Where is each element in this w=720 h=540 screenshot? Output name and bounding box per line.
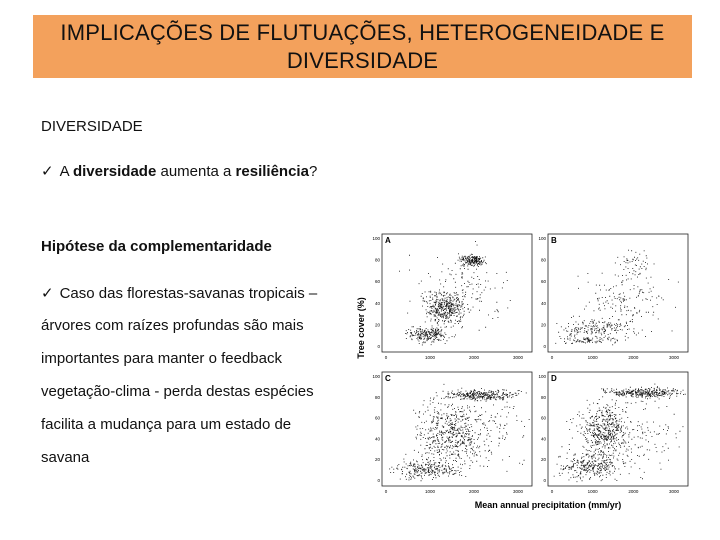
bullet-bold-diversidade: diversidade	[72, 163, 157, 180]
bullet-resiliencia	[41, 162, 317, 180]
bullet-line-4: vegetação-clima - perda destas espécies	[41, 383, 314, 400]
x-tick-label: 3000	[512, 489, 524, 494]
figure-ylabel: Tree cover (%)	[356, 297, 366, 359]
y-tick-label: 100	[538, 236, 546, 241]
y-tick-label: 80	[540, 257, 546, 263]
title-banner	[33, 15, 692, 78]
bullet-mid: aumenta a	[160, 163, 232, 180]
y-tick-label: 20	[374, 457, 380, 463]
y-tick-label: 100	[372, 236, 380, 241]
scatter-panel-d	[538, 372, 688, 494]
x-tick-label: 0	[550, 489, 554, 494]
y-tick-label: 20	[540, 457, 546, 463]
y-tick-label: 40	[374, 436, 380, 442]
scatter-panel-c	[372, 372, 532, 494]
x-tick-label: 2000	[628, 355, 639, 360]
y-tick-label: 80	[540, 394, 546, 400]
check-mark-icon: ✓	[41, 163, 54, 180]
y-tick-label: 20	[374, 322, 380, 328]
x-tick-label: 3000	[668, 355, 680, 360]
slide-title-line-1: IMPLICAÇÕES DE FLUTUAÇÕES, HETEROGENEIDADE E	[60, 19, 665, 45]
x-tick-label: 0	[384, 489, 388, 494]
bullet-line-1	[41, 284, 317, 302]
y-tick-label: 40	[374, 300, 380, 306]
bullet-prefix: A	[59, 163, 69, 180]
panel-label: D	[551, 374, 557, 383]
x-tick-label: 1000	[587, 355, 598, 360]
x-tick-label: 1000	[424, 355, 436, 360]
y-tick-label: 100	[538, 374, 546, 379]
check-mark-icon: ✓	[41, 285, 54, 302]
panel-label: A	[385, 236, 391, 245]
y-tick-label: 40	[540, 300, 546, 306]
x-tick-label: 2000	[468, 489, 480, 494]
panel-label: C	[385, 374, 391, 383]
y-tick-label: 60	[374, 279, 380, 285]
x-tick-label: 2000	[628, 489, 639, 494]
x-tick-label: 0	[550, 355, 554, 360]
y-tick-label: 60	[374, 415, 380, 421]
y-tick-label: 40	[540, 436, 546, 442]
x-tick-label: 0	[384, 355, 388, 360]
x-tick-label: 1000	[424, 489, 436, 494]
y-tick-label: 100	[372, 374, 380, 379]
scatter-panel-a	[372, 234, 532, 360]
y-tick-label: 0	[377, 344, 380, 349]
y-tick-label: 0	[543, 344, 546, 349]
panel-frame	[548, 372, 688, 486]
y-tick-label: 60	[540, 415, 546, 421]
y-tick-label: 0	[377, 478, 380, 483]
section-heading-diversidade: DIVERSIDADE	[41, 118, 143, 135]
y-tick-label: 60	[540, 279, 546, 285]
bullet-bold-resiliencia: resiliência	[235, 163, 309, 180]
bullet-line-6: savana	[41, 449, 90, 466]
y-tick-label: 80	[374, 257, 380, 263]
panel-frame	[548, 234, 688, 352]
slide-title-line-2: DIVERSIDADE	[286, 47, 439, 73]
bullet-line-2: árvores com raízes profundas são mais	[41, 317, 304, 334]
scatter-panel-b	[538, 234, 688, 360]
x-tick-label: 1000	[587, 489, 598, 494]
bullet-suffix: ?	[308, 163, 318, 180]
y-tick-label: 80	[374, 394, 380, 400]
x-tick-label: 3000	[668, 489, 680, 494]
x-tick-label: 3000	[512, 355, 524, 360]
scatter-figure	[350, 228, 695, 513]
figure-xlabel: Mean annual precipitation (mm/yr)	[474, 500, 622, 510]
section-heading-complementaridade: Hipótese da complementaridade	[41, 238, 272, 255]
y-tick-label: 0	[543, 478, 546, 483]
bullet-line-3: importantes para manter o feedback	[41, 350, 282, 367]
x-tick-label: 2000	[468, 355, 480, 360]
y-tick-label: 20	[540, 322, 546, 328]
panel-label: B	[551, 236, 557, 245]
bullet-line-5: facilita a mudança para um estado de	[41, 416, 292, 433]
bullet-text-1: Caso das florestas-savanas tropicais –	[59, 285, 318, 302]
